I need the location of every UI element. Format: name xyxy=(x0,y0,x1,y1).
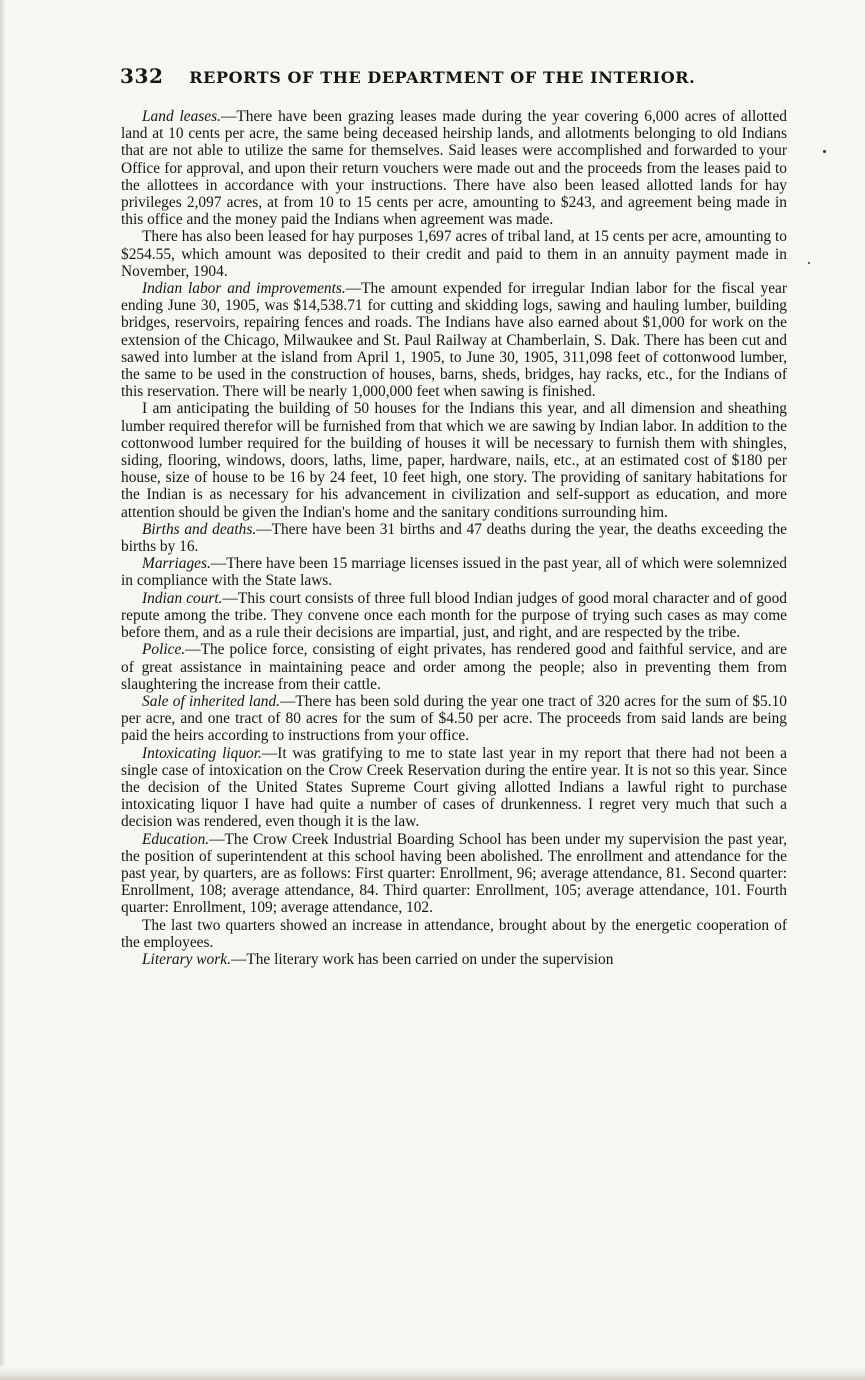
paragraph-intoxicating-liquor xyxy=(121,745,787,831)
paragraph-hay-purposes xyxy=(121,228,787,280)
paragraph-indian-court xyxy=(121,590,787,642)
paragraph-text: —The literary work has been carried on under the supervision xyxy=(230,950,614,968)
subheading: Indian court. xyxy=(142,589,223,607)
paragraph-text: —The police force, consisting of eight privates, has rendered good and faithful service, and are of great assistance in maintaining peace and order among the people; also in preventing them from slaughtering the increase from their cattle. xyxy=(121,641,787,693)
paragraph-text: —The amount expended for irregular Indian labor for the fiscal year ending June 30, 1905, was $14,538.71 for cutting and skidding logs, sawing and hauling lumber, building bridges, reservoirs, repairing fences and roads. The Indians have also earned about $1,000 for work on the extension of the Chicago, Milwaukee and St. Paul Railway at Chamberlain, S. Dak. There has been cut and sawed into lumber at the island from April 1, 1905, to June 30, 1905, 311,098 feet of cottonwood lumber, the same to be used in the construction of houses, barns, sheds, bridges, hay racks, etc., for the Indians of this reservation. There will be nearly 1,000,000 feet when sawing is finished. xyxy=(121,280,787,401)
scan-bottom-edge xyxy=(0,1366,865,1380)
subheading: Births and deaths. xyxy=(142,520,257,538)
paragraph-text: —It was gratifying to me to state last year in my report that there had not been a single case of intoxication on the Crow Creek Reservation during the entire year. It is not so this year. Since the decision of the United States Supreme Court giving allotted Indians a lawful right to purchase intoxicating liquor I have had quite a number of cases of drunkenness. I regret very much that such a decision was rendered, even though it is the law. xyxy=(121,744,787,831)
paragraph-text: There has also been leased for hay purposes 1,697 acres of tribal land, at 15 cents per acre, amounting to $254.55, which amount was deposited to their credit and paid to them in an annuity payment made in November, 1904. xyxy=(121,228,787,280)
paragraph-text: —This court consists of three full blood Indian judges of good moral character and of good repute among the tribe. They convene once each month for the purpose of trying such cases as may come before them, and as a rule their decisions are impartial, just, and right, and are respected by the tribe. xyxy=(121,589,787,642)
paragraph-police xyxy=(121,641,787,693)
paragraph-text: —There have been 31 births and 47 deaths during the year, the deaths exceeding the births by 16. xyxy=(121,520,787,556)
paragraph-text: I am anticipating the building of 50 houses for the Indians this year, and all dimension and sheathing lumber required therefor will be furnished from that which we are sawing by Indian labor. In addition to the cottonwood lumber required for the building of houses it will be necessary to furnish them with shingles, siding, flooring, windows, doors, laths, lime, paper, hardware, nails, etc., at an estimated cost of $180 per house, size of house to be 16 by 24 feet, 10 feet high, one story. The providing of sanitary habitations for the Indian is as necessary for his advancement in civilization and self-support as education, and more attention should be given the Indian's home and the sanitary conditions surrounding him. xyxy=(121,400,787,521)
subheading: Intoxicating liquor. xyxy=(142,744,262,762)
subheading: Literary work. xyxy=(142,950,231,968)
paragraph-land-leases xyxy=(121,108,787,228)
paragraph-indian-labor xyxy=(121,280,787,400)
subheading: Education. xyxy=(142,830,210,848)
paragraph-text: —There have been grazing leases made during the year covering 6,000 acres of allotted land at 10 cents per acre, the same being deceased heirship lands, and allotments belonging to old Indians that are not able to utilize the same for themselves. Said leases were accomplished and forwarded to your Office for approval, and upon their return vouchers were made out and the proceeds from the leases paid to the allottees in accordance with your instructions. There have also been leased allotted lands for hay privileges 2,097 acres, at from 10 to 15 cents per acre, amounting to $243, and agreement being made in this office and the money paid the Indians when agreement was made. xyxy=(121,108,787,229)
paragraph-houses xyxy=(121,400,787,520)
paragraph-text: —There has been sold during the year one tract of 320 acres for the sum of $5.10 per acre, and one tract of 80 acres for the sum of $4.50 per acre. The proceeds from said lands are being paid the heirs according to instructions from your office. xyxy=(121,692,787,745)
running-head: REPORTS OF THE DEPARTMENT OF THE INTERIOR. xyxy=(189,68,696,87)
paragraph-text: The last two quarters showed an increase in attendance, brought about by the energetic cooperation of the employees. xyxy=(121,916,787,951)
subheading: Sale of inherited land. xyxy=(142,692,281,710)
paragraph-education xyxy=(121,831,787,917)
body-text xyxy=(121,108,787,968)
page-number: 332 xyxy=(120,64,164,88)
paragraph-births-deaths xyxy=(121,521,787,555)
subheading: Police. xyxy=(142,641,186,659)
subheading: Land leases. xyxy=(142,108,221,125)
paragraph-text: —The Crow Creek Industrial Boarding School has been under my supervision the past year, the position of superintendent at this school having been abolished. The enrollment and attendance for the past year, by quarters, are as follows: First quarter: Enrollment, 96; average attendance, 81. Second quarter: Enrollment, 108; average attendance, 84. Third quarter: Enrollment, 105; average attendance, 101. Fourth quarter: Enrollment, 109; average attendance, 102. xyxy=(121,830,787,917)
paragraph-marriages xyxy=(121,555,787,589)
scan-left-edge xyxy=(0,0,6,1380)
paragraph-text: —There have been 15 marriage licenses issued in the past year, all of which were solemnized in compliance with the State laws. xyxy=(121,555,787,590)
paragraph-sale-of-land xyxy=(121,693,787,745)
subheading: Marriages. xyxy=(142,555,211,573)
page-header xyxy=(120,64,820,88)
paragraph-literary-work xyxy=(121,951,787,968)
scan-speck xyxy=(808,262,810,264)
scan-speck xyxy=(823,150,826,153)
subheading: Indian labor and improvements. xyxy=(142,280,346,298)
paragraph-attendance xyxy=(121,917,787,951)
